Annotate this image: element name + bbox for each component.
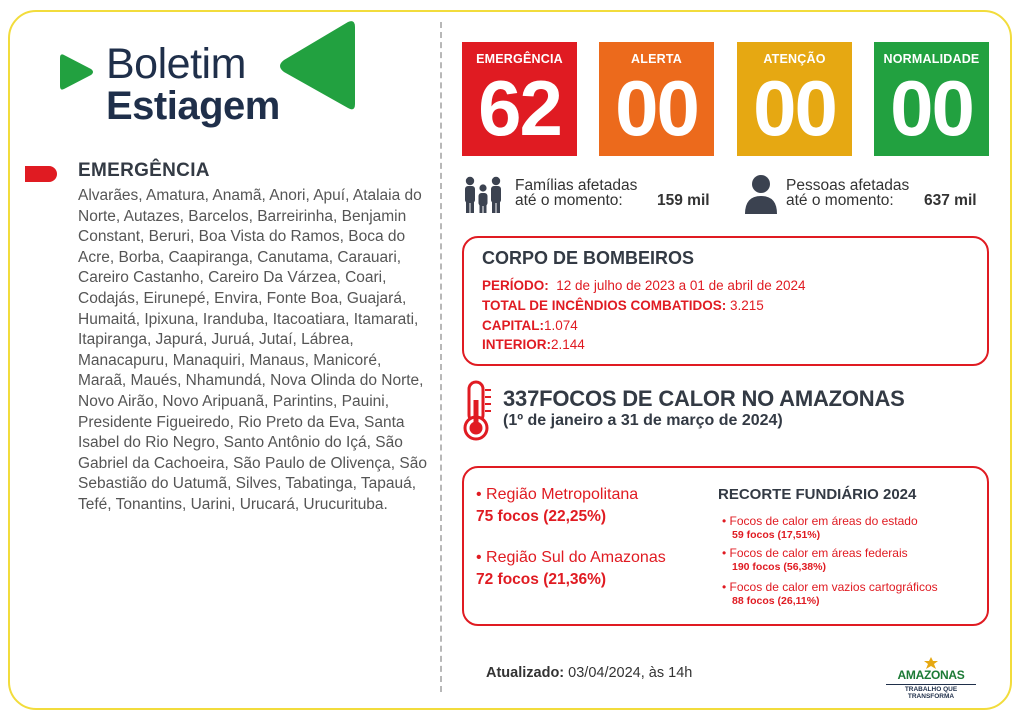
amazonas-government-logo: [886, 656, 976, 700]
bombeiros-periodo: [482, 278, 806, 293]
focos-title: 337FOCOS DE CALOR NO AMAZONAS: [503, 386, 905, 411]
people-label: Pessoas afetadas: [786, 177, 910, 194]
updated-timestamp: [486, 665, 692, 681]
emergency-municipalities: Alvarães, Amatura, Anamã, Anori, Apuí, Atalaia do Norte, Autazes, Barcelos, Barreirinha, Benjamin Constant, Beruri, Boa Vista do Ramos, Boca do Acre, Borba, Caapiranga, Canutama, Carauari, Careiro Castanho, Careiro Da Várzea, Coari, Codajás, Eirunepé, Envira, Fonte Boa, Guajará, Humaitá, Ipixuna, Iranduba, Itacoatiara, Itamarati, Itapiranga, Japurá, Juruá, Jutaí, Lábrea, Manacapuru, Manaquiri, Manaus, Manicoré, Maraã, Maués, Nhamundá, Nova Olinda do Norte, Novo Airão, Novo Aripuanã, Parintins, Pauini, Presidente Figueiredo, Rio Preto da Eva, Santa Isabel do Rio Negro, Santo Antônio do Içá, São Gabriel da Cachoeira, São Paulo de Olivença, São Sebastião do Uatumã, Silves, Tabatinga, Tapauá, Tefé, Tonantins, Uarini, Urucará, Urucurituba.: [78, 187, 427, 513]
focos-subtitle: (1º de janeiro a 31 de março de 2024): [503, 412, 783, 429]
tile-label: ALERTA: [631, 52, 682, 66]
bombeiros-total: [482, 298, 764, 313]
periodo-value: 12 de julho de 2023 a 01 de abril de 2024: [556, 278, 806, 293]
capital-label: CAPITAL:: [482, 318, 544, 333]
tile-label: EMERGÊNCIA: [476, 52, 563, 66]
family-icon: [462, 176, 504, 214]
region-metropolitana-value: 75 focos (22,25%): [476, 508, 607, 525]
bombeiros-title: CORPO DE BOMBEIROS: [482, 248, 695, 268]
amazonas-name: AMAZONAS: [897, 668, 965, 682]
recorte-federais-label: • Focos de calor em áreas federais: [722, 546, 908, 560]
periodo-label: PERÍODO:: [482, 278, 549, 293]
amazonas-tagline: TRABALHO QUE TRANSFORMA: [886, 684, 976, 700]
people-line2: até o momento:: [786, 192, 894, 209]
total-value: 3.215: [730, 298, 764, 313]
tile-value: 00: [753, 64, 836, 152]
logo-title-estiagem: Estiagem: [106, 84, 280, 128]
recorte-vazios-value: 88 focos (26,11%): [732, 595, 820, 607]
emergency-marker: [25, 166, 57, 182]
column-divider: [440, 22, 442, 692]
recorte-title: RECORTE FUNDIÁRIO 2024: [718, 486, 917, 503]
people-value: 637 mil: [924, 192, 977, 209]
updated-value: 03/04/2024, às 14h: [568, 665, 693, 681]
families-label: Famílias afetadas: [515, 177, 638, 194]
capital-value: 1.074: [544, 318, 578, 333]
logo-large-triangle-icon: [278, 20, 356, 112]
region-sul-value: 72 focos (21,36%): [476, 571, 607, 588]
total-label: TOTAL DE INCÊNDIOS COMBATIDOS:: [482, 298, 727, 313]
bombeiros-interior: [482, 337, 585, 352]
emergency-list-title: EMERGÊNCIA: [78, 160, 210, 181]
region-sul-label: • Região Sul do Amazonas: [476, 549, 666, 566]
logo-title-boletim: Boletim: [106, 40, 246, 88]
recorte-estado-label: • Focos de calor em áreas do estado: [722, 514, 918, 528]
recorte-estado-value: 59 focos (17,51%): [732, 529, 821, 541]
families-line2: até o momento:: [515, 192, 623, 209]
tile-value: 62: [478, 64, 561, 152]
families-value: 159 mil: [657, 192, 710, 209]
tile-alerta: [599, 42, 714, 156]
logo-small-triangle-icon: [60, 52, 94, 92]
interior-value: 2.144: [551, 337, 585, 352]
updated-label: Atualizado:: [486, 665, 565, 681]
interior-label: INTERIOR:: [482, 337, 551, 352]
tile-label: NORMALIDADE: [883, 52, 980, 66]
tile-emergencia: [462, 42, 577, 156]
bombeiros-capital: [482, 318, 578, 333]
region-metropolitana-label: • Região Metropolitana: [476, 486, 639, 503]
tile-value: 00: [890, 64, 973, 152]
person-icon: [743, 174, 779, 214]
thermometer-icon: [459, 380, 495, 442]
tile-label: ATENÇÃO: [763, 52, 826, 66]
tile-atencao: [737, 42, 852, 156]
tile-value: 00: [615, 64, 698, 152]
recorte-vazios-label: • Focos de calor em vazios cartográficos: [722, 580, 938, 594]
tile-normalidade: [874, 42, 989, 156]
recorte-federais-value: 190 focos (56,38%): [732, 561, 826, 573]
